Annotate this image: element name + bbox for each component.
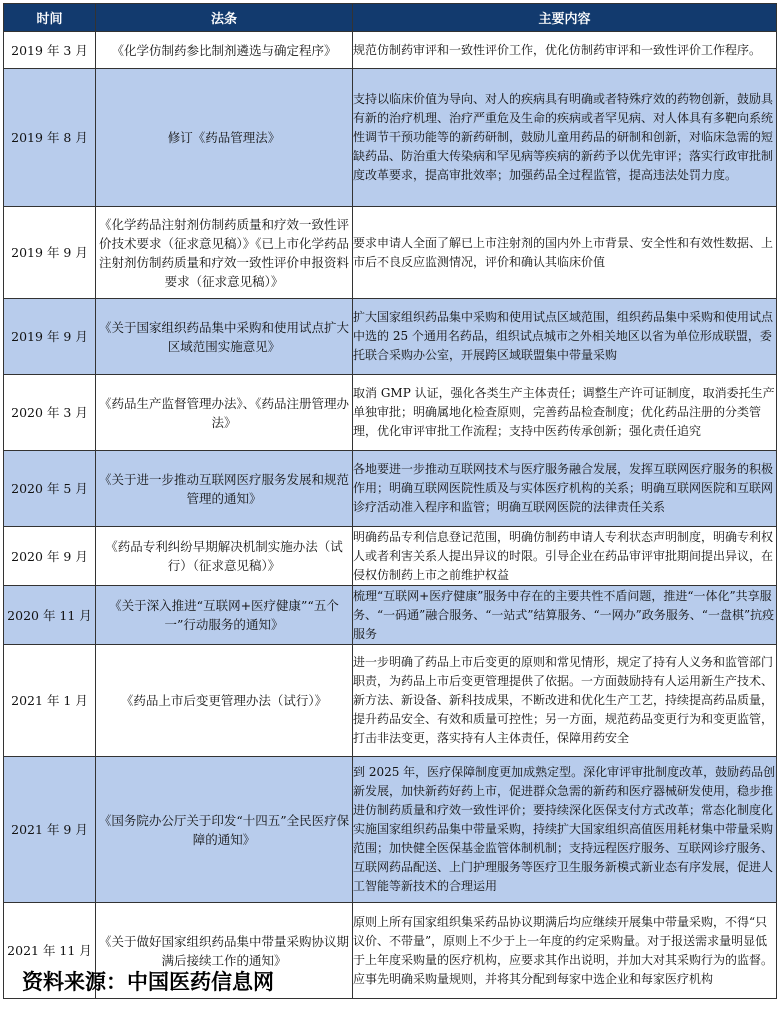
row-date: 2019 年 9 月: [4, 207, 96, 299]
table-row: [4, 299, 777, 375]
table-row: [4, 586, 777, 645]
row-content: 支持以临床价值为导向、对人的疾病具有明确或者特殊疗效的药物创新，鼓励具有新的治疗机理、治疗严重危及生命的疾病或者罕见病、对人体具有多靶向系统性调节干预功能等的新药研制，鼓励儿童用药品的研制和创新，对临床急需的短缺药品、防治重大传染病和罕见病等疾病的新药予以优先审评；落实行政审批制度改革要求，提高审批效率；加强药品全过程监管，提高违法处罚力度。: [353, 69, 777, 207]
header-content: 主要内容: [353, 4, 777, 32]
table-row: [4, 375, 777, 451]
row-content: 扩大国家组织药品集中采购和使用试点区域范围，组织药品集中采购和使用试点中选的 25 个通用名药品，组织试点城市之外相关地区以省为单位形成联盟，委托联合采购办公室，开展跨区域联盟集中带量采购: [353, 299, 777, 375]
row-date: 2021 年 9 月: [4, 757, 96, 903]
row-law: 《关于做好国家组织药品集中带量采购协议期满后接续工作的通知》: [96, 903, 353, 999]
table-row: [4, 207, 777, 299]
row-date: 2019 年 9 月: [4, 299, 96, 375]
row-date: 2020 年 5 月: [4, 451, 96, 527]
row-content: 规范仿制药审评和一致性评价工作，优化仿制药审评和一致性评价工作程序。: [353, 32, 777, 69]
table-row: [4, 645, 777, 757]
row-content: 原则上所有国家组织集采药品协议期满后均应继续开展集中带量采购，不得“只议价、不带量”，原则上不少于上一年度的约定采购量。对于报送需求量明显低于上年度采购量的医疗机构，应要求其作出说明，并加大对其采购行为的监督。应事先明确采购量规则，并将其分配到每家中选企业和每家医疗机构: [353, 903, 777, 999]
header-date: 时间: [4, 4, 96, 32]
row-law: 《药品生产监督管理办法》、《药品注册管理办法》: [96, 375, 353, 451]
row-date: 2020 年 9 月: [4, 527, 96, 586]
row-date: 2020 年 3 月: [4, 375, 96, 451]
row-content: 进一步明确了药品上市后变更的原则和常见情形，规定了持有人义务和监管部门职责，为药品上市后变更管理提供了依据。一方面鼓励持有人运用新生产技术、新方法、新设备、新科技成果，不断改进和优化生产工艺，持续提高药品质量，提升药品安全、有效和质量可控性；另一方面，规范药品变更行为和变更监管，打击非法变更，落实持有人主体责任，保障用药安全: [353, 645, 777, 757]
table-row: [4, 32, 777, 69]
row-content: 到 2025 年，医疗保障制度更加成熟定型。深化审评审批制度改革，鼓励药品创新发展，加快新药好药上市，促进群众急需的新药和医疗器械研发使用，稳步推进仿制药质量和疗效一致性评价；要持续深化医保支付方式改革；常态化制度化实施国家组织药品集中带量采购，持续扩大国家组织高值医用耗材集中带量采购范围；加快健全医保基金监管体制机制；支持远程医疗服务、互联网诊疗服务、互联网药品配送、上门护理服务等医疗卫生服务新模式新业态有序发展，促进人工智能等新技术的合理运用: [353, 757, 777, 903]
row-content: 梳理“互联网+医疗健康”服务中存在的主要共性不盾问题，推进“一体化”共享服务、“一码通”融合服务、“一站式”结算服务、“一网办”政务服务、“一盘棋”抗疫服务: [353, 586, 777, 645]
row-date: 2021 年 11 月: [4, 903, 96, 999]
row-law: 《关于深入推进“互联网+医疗健康”“五个一”行动服务的通知》: [96, 586, 353, 645]
policy-table: [3, 3, 777, 999]
row-law: 《化学仿制药参比制剂遴选与确定程序》: [96, 32, 353, 69]
row-law: 《国务院办公厅关于印发“十四五”全民医疗保障的通知》: [96, 757, 353, 903]
header-law: 法条: [96, 4, 353, 32]
row-law: 《药品专利纠纷早期解决机制实施办法（试行）（征求意见稿）》: [96, 527, 353, 586]
row-law: 《关于进一步推动互联网医疗服务发展和规范管理的通知》: [96, 451, 353, 527]
source-caption: 资料来源：中国医药信息网: [22, 970, 274, 994]
row-law: 《化学药品注射剂仿制药质量和疗效一致性评价技术要求（征求意见稿）》《已上市化学药品注射剂仿制药质量和疗效一致性评价申报资料要求（征求意见稿）》: [96, 207, 353, 299]
row-date: 2019 年 8 月: [4, 69, 96, 207]
table-row: [4, 757, 777, 903]
table-row: [4, 69, 777, 207]
row-date: 2019 年 3 月: [4, 32, 96, 69]
row-content: 要求申请人全面了解已上市注射剂的国内外上市背景、安全性和有效性数据、上市后不良反应监测情况，评价和确认其临床价值: [353, 207, 777, 299]
row-date: 2021 年 1 月: [4, 645, 96, 757]
row-content: 各地要进一步推动互联网技术与医疗服务融合发展，发挥互联网医疗服务的积极作用；明确互联网医院性质及与实体医疗机构的关系；明确互联网医院和互联网诊疗活动准入程序和监管；明确互联网医院的法律责任关系: [353, 451, 777, 527]
row-law: 《药品上市后变更管理办法（试行）》: [96, 645, 353, 757]
row-date: 2020 年 11 月: [4, 586, 96, 645]
table-row: [4, 527, 777, 586]
row-content: 明确药品专利信息登记范围，明确仿制药申请人专利状态声明制度，明确专利权人或者利害关系人提出异议的时限。引导企业在药品审评审批期间提出异议，在侵权仿制药上市之前维护权益: [353, 527, 777, 586]
row-law: 修订《药品管理法》: [96, 69, 353, 207]
table-header-row: [4, 4, 777, 32]
row-content: 取消 GMP 认证，强化各类生产主体责任；调整生产许可证制度，取消委托生产单独审批；明确属地化检查原则，完善药品检查制度；优化药品注册的分类管理，优化审评审批工作流程；支持中医药传承创新；强化责任追究: [353, 375, 777, 451]
row-law: 《关于国家组织药品集中采购和使用试点扩大区域范围实施意见》: [96, 299, 353, 375]
table-row: [4, 451, 777, 527]
